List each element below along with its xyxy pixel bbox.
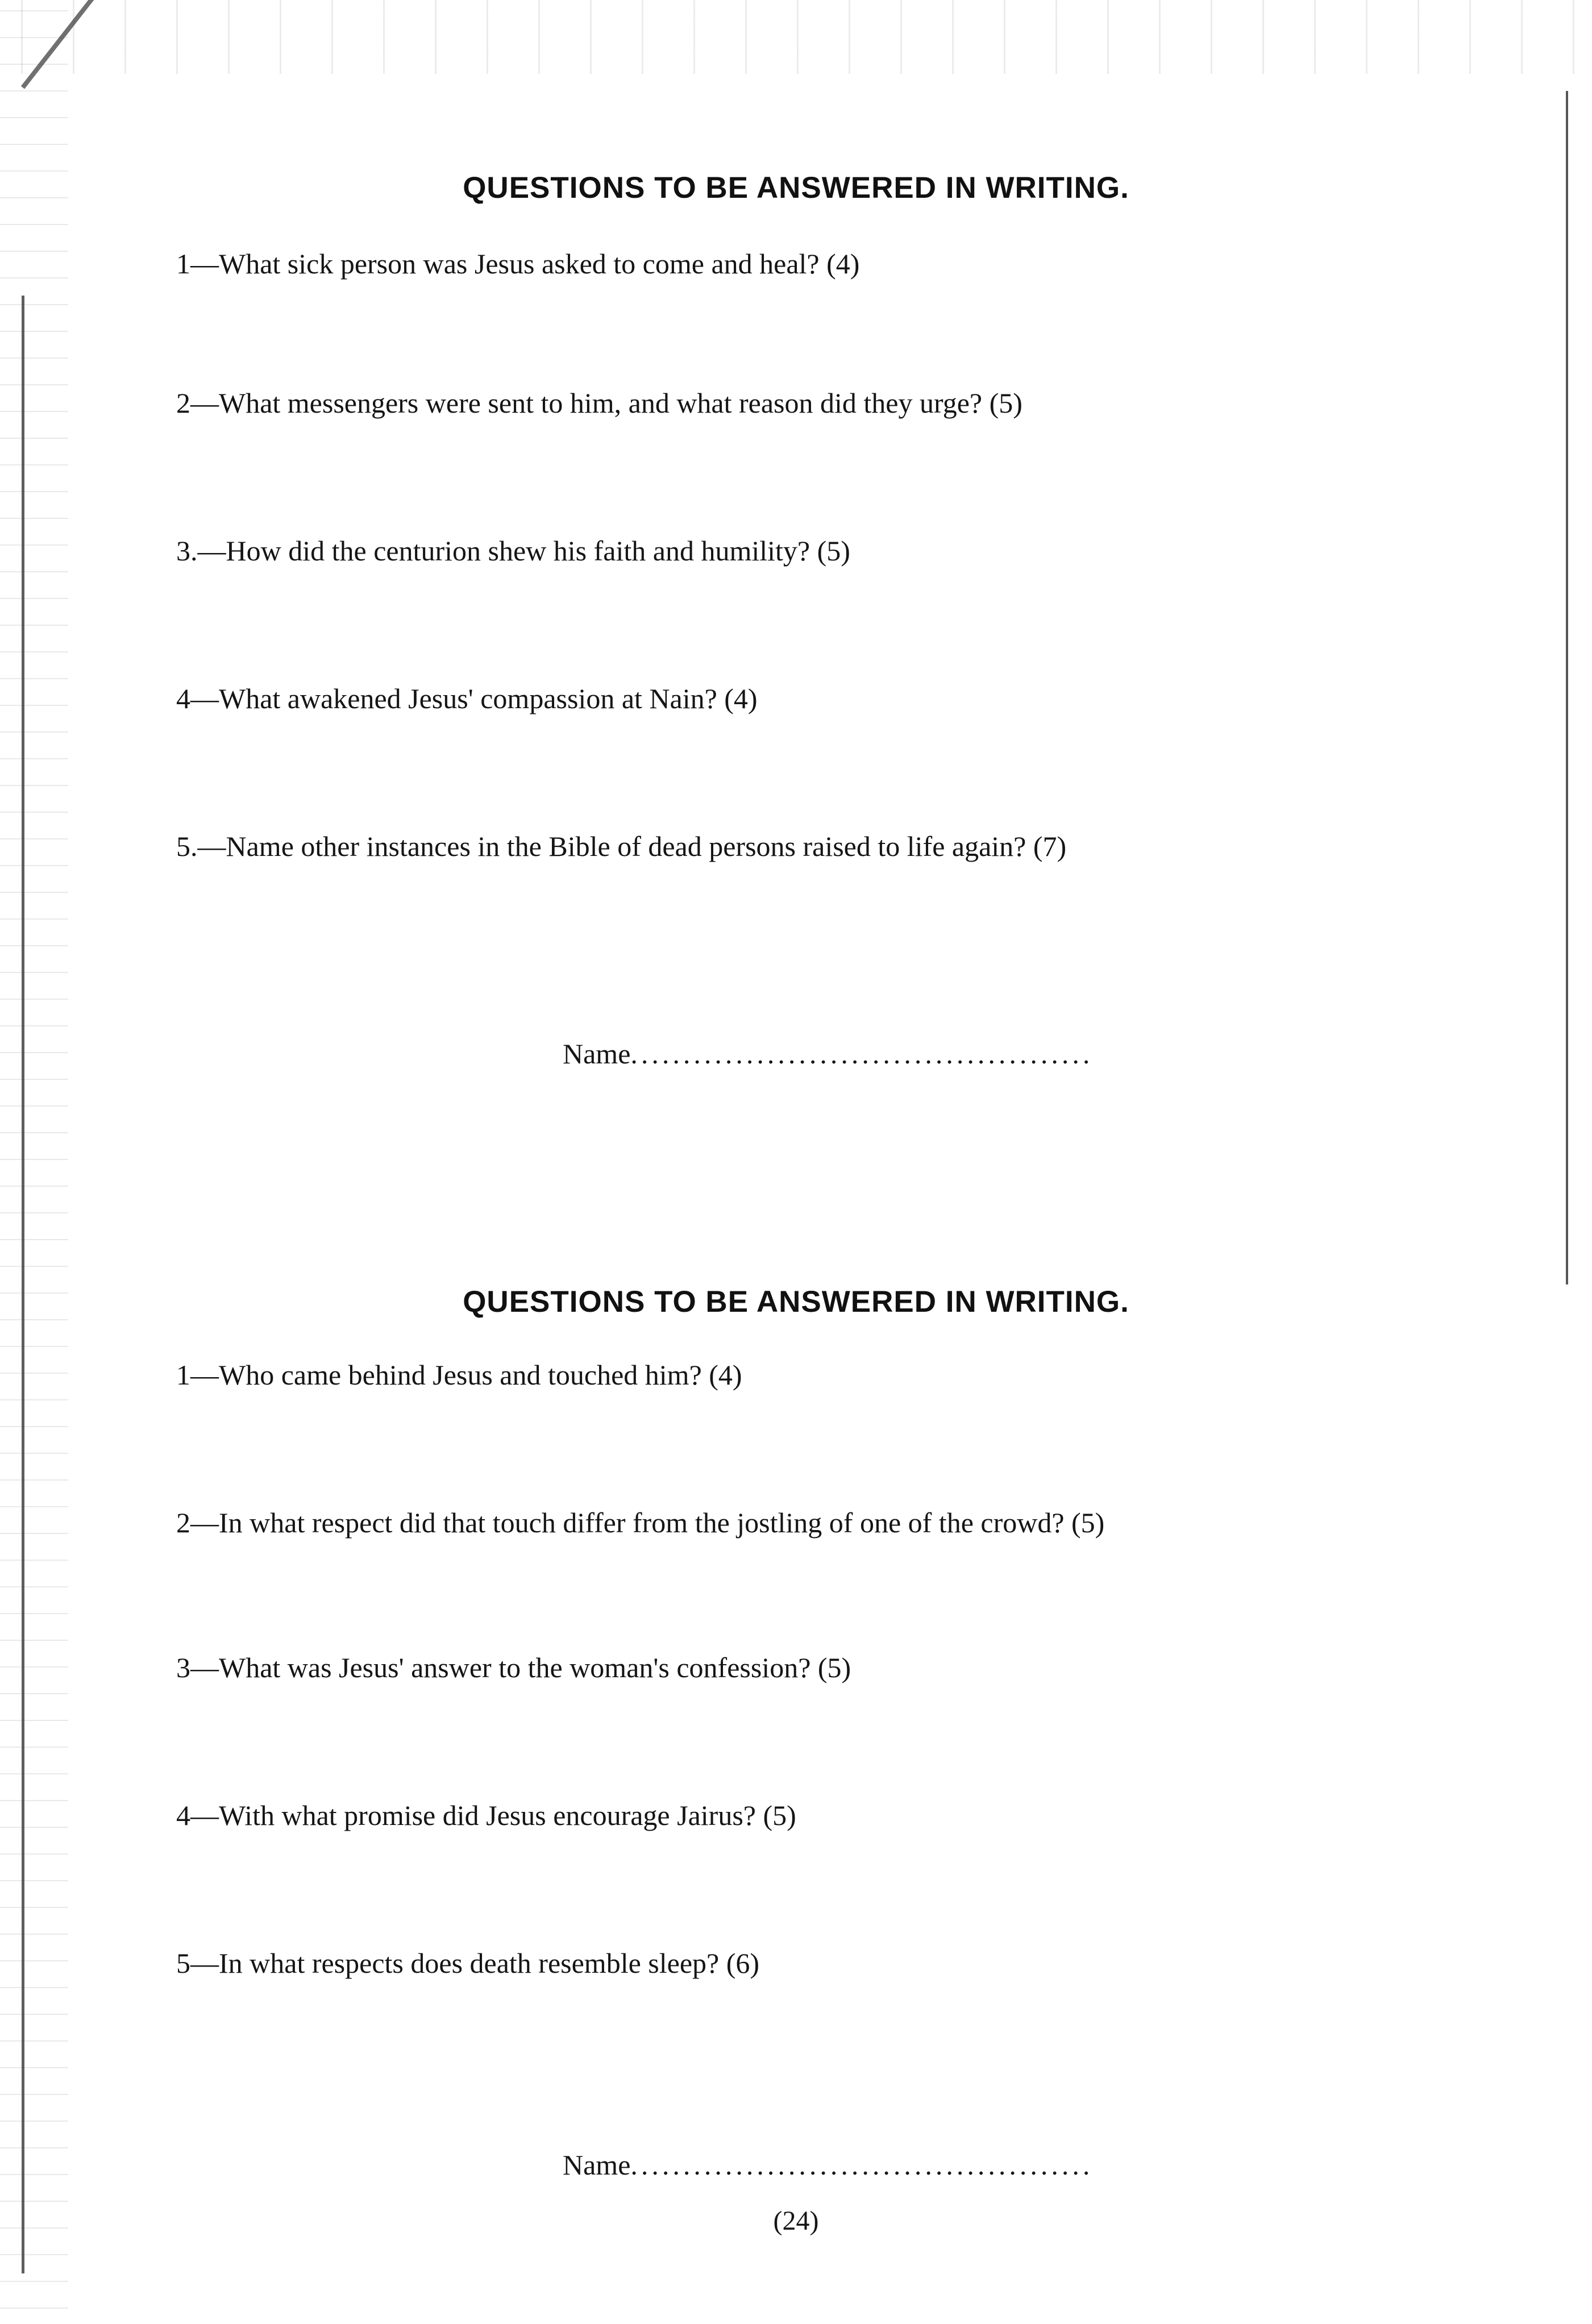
section-1-question-4: 4—What awakened Jesus' compassion at Nain? (4) — [176, 683, 758, 714]
page-number: (24) — [773, 2206, 819, 2236]
section-1-heading: QUESTIONS TO BE ANSWERED IN WRITING. — [463, 171, 1129, 205]
section-2-name-label: Name — [563, 2149, 631, 2181]
scan-edge-left — [0, 0, 68, 2324]
section-2-question-4: 4—With what promise did Jesus encourage Jairus? (5) — [176, 1799, 796, 1831]
section-1-name-dots: ............................................ — [630, 1038, 1094, 1070]
section-1-name-field[interactable] — [563, 1037, 1093, 1070]
section-2-question-1: 1—Who came behind Jesus and touched him? (4) — [176, 1359, 742, 1391]
section-1-question-2: 2—What messengers were sent to him, and what reason did they urge? (5) — [176, 387, 1022, 419]
section-2-name-dots: ............................................ — [630, 2149, 1094, 2181]
section-1-question-5: 5.—Name other instances in the Bible of dead persons raised to life again? (7) — [176, 830, 1067, 862]
right-page-border — [1566, 91, 1568, 1284]
section-1-question-3: 3.—How did the centurion shew his faith and humility? (5) — [176, 535, 850, 567]
section-2-name-field[interactable] — [563, 2148, 1093, 2181]
scan-edge-top — [0, 0, 1592, 74]
section-2-question-3: 3—What was Jesus' answer to the woman's confession? (5) — [176, 1652, 851, 1683]
section-2-question-5: 5—In what respects does death resemble sleep? (6) — [176, 1947, 760, 1979]
section-2-heading: QUESTIONS TO BE ANSWERED IN WRITING. — [463, 1285, 1129, 1319]
section-1-question-1: 1—What sick person was Jesus asked to come and heal? (4) — [176, 248, 860, 280]
section-2-question-2: 2—In what respect did that touch differ from the jostling of one of the crowd? (5) — [176, 1507, 1105, 1539]
section-1-name-label: Name — [563, 1038, 631, 1070]
